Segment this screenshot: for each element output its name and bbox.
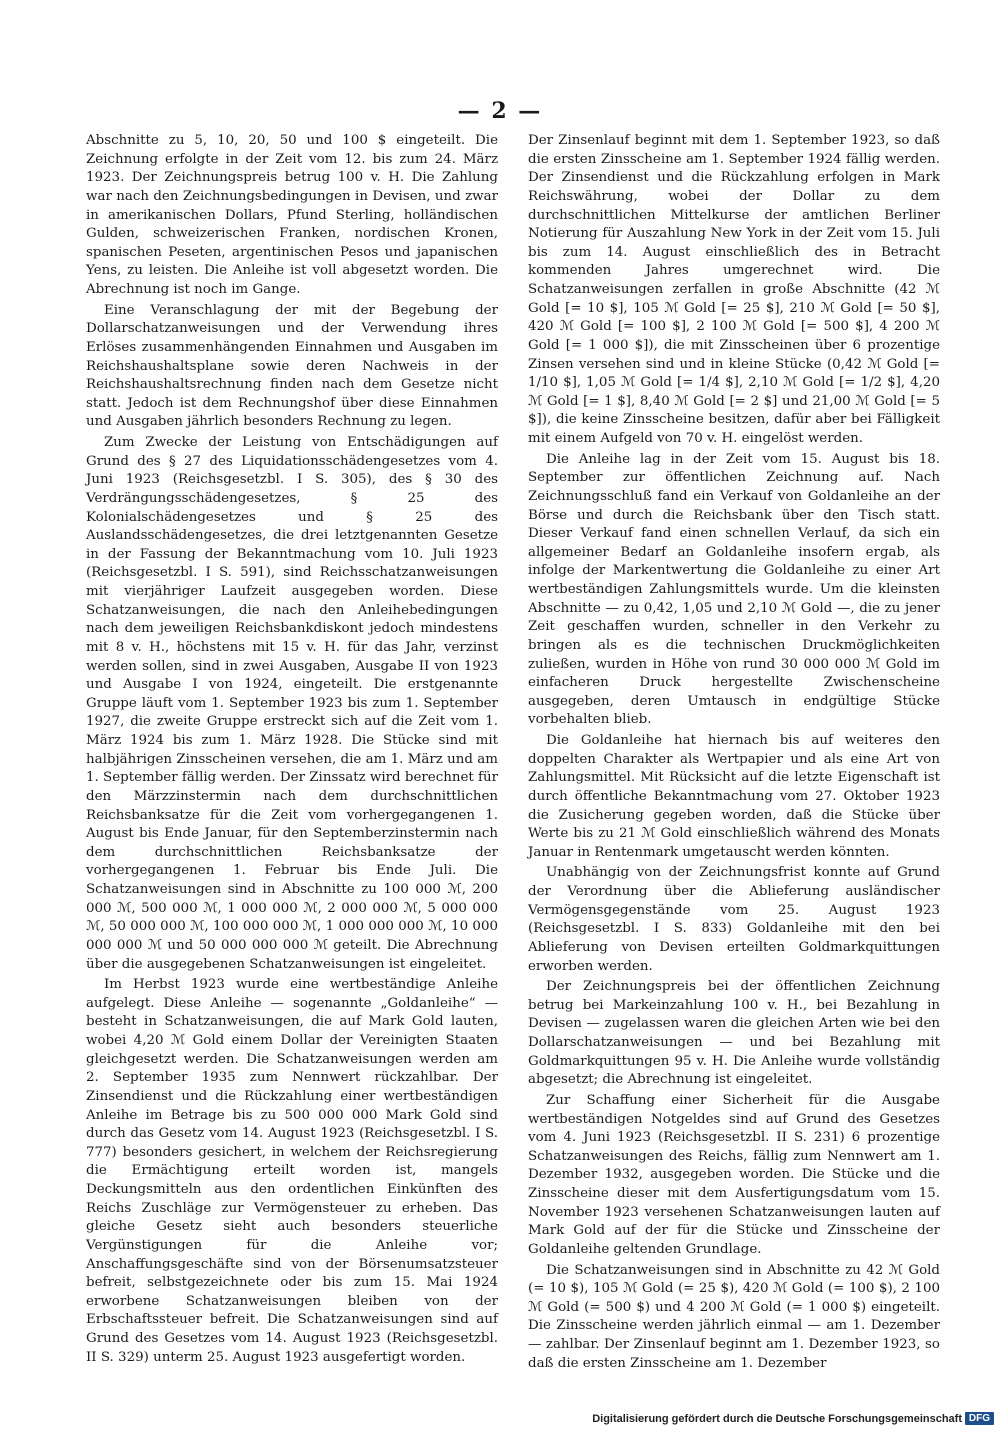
paragraph: Der Zinsenlauf beginnt mit dem 1. September 1923, so daß die ersten Zinsscheine am 1. September 1924 fällig werden. Der Zinsendienst und die Rückzahlung erfolgen in Mark Reichswährung, wobei der Dollar zu dem durchschnittlichen Mittelkurse der amtlichen Berliner Notierung für Auszahlung New York in der Zeit vom 15. Juli bis zum 14. August einschließlich des in Betracht kommenden Jahres umgerechnet wird. Die Schatzanweisungen zerfallen in große Abschnitte (42 ℳ Gold [= 10 $], 105 ℳ Gold [= 25 $], 210 ℳ Gold [= 50 $], 420 ℳ Gold [= 100 $], 2 100 ℳ Gold [= 500 $], 4 200 ℳ Gold [= 1 000 $]), die mit Zinsscheinen über 6 prozentige Zinsen versehen sind und in kleine Stücke (0,42 ℳ Gold [= 1/10 $], 1,05 ℳ Gold [= 1/4 $], 2,10 ℳ Gold [= 1/2 $], 4,20 ℳ Gold [= 1 $], 8,40 ℳ Gold [= 2 $] und 21,00 ℳ Gold [= 5 $]), die keine Zinsscheine besitzen, dafür aber bei Fälligkeit mit einem Aufgeld von 70 v. H. eingelöst werden. [528, 133, 940, 446]
paragraph: Unabhängig von der Zeichnungsfrist konnte auf Grund der Verordnung über die Ablieferung ausländischer Vermögensgegenstände vom 25. August 1923 (Reichsgesetzbl. I S. 833) Goldanleihe mit den bei Ablieferung von Devisen erteilten Goldmarkquittungen erworben werden. [528, 865, 940, 974]
paragraph: Die Goldanleihe hat hiernach bis auf weiteres den doppelten Charakter als Wertpapier und als eine Art von Zahlungsmittel. Mit Rücksicht auf die letzte Eigenschaft ist durch öffentliche Bekanntmachung vom 27. Oktober 1923 die Zusicherung gegeben worden, daß die Stücke über Werte bis zu 21 ℳ Gold einschließlich während des Monats Januar in Rentenmark umgetauscht werden könnten. [528, 733, 940, 860]
footer [0, 1410, 1000, 1434]
paragraph: Abschnitte zu 5, 10, 20, 50 und 100 $ eingeteilt. Die Zeichnung erfolgte in der Zeit vom 12. bis zum 24. März 1923. Der Zeichnungspreis betrug 100 v. H. Die Zahlung war nach den Zeichnungsbedingungen in Devisen, und zwar in amerikanischen Dollars, Pfund Sterling, holländischen Gulden, schweizerischen Franken, nordischen Kronen, spanischen Peseten, argentinischen Pesos und japanischen Yens, zu leisten. Die Anleihe ist voll abgesetzt worden. Die Abrechnung ist noch im Gange. [86, 133, 498, 297]
paragraph: Die Anleihe lag in der Zeit vom 15. August bis 18. September zur öffentlichen Zeichnung auf. Nach Zeichnungsschluß fand ein Verkauf von Goldanleihe an der Börse und durch die Reichsbank über den Tisch statt. Dieser Verkauf fand einen schnellen Verlauf, da sich ein allgemeiner Bedarf an Goldanleihe insofern ergab, als infolge der Markentwertung die Goldanleihe zu einer Art wertbeständigen Zahlungsmittels wurde. Um die kleinsten Abschnitte — zu 0,42, 1,05 und 2,10 ℳ Gold —, die zu jener Zeit geschaffen wurden, schneller in den Verkehr zu bringen als es die technischen Druckmöglichkeiten zuließen, wurden in Höhe von rund 30 000 000 ℳ Gold im einfacheren Druck hergestellte Zwischenscheine ausgegeben, deren Umtausch in endgültige Stücke vorbehalten blieb. [528, 451, 940, 728]
paragraph: Zur Schaffung einer Sicherheit für die Ausgabe wertbeständigen Notgeldes sind auf Grund des Gesetzes vom 4. Juni 1923 (Reichsgesetzbl. II S. 231) 6 prozentige Schatzanweisungen des Reichs, fällig zum Nennwert am 1. Dezember 1932, ausgegeben worden. Die Stücke und die Zinsscheine dieser mit dem Ausfertigungsdatum vom 15. November 1923 versehenen Schatzanweisungen lauten auf Mark Gold auf der für die Stücke und Zinsscheine der Goldanleihe geltenden Grundlage. [528, 1092, 940, 1257]
dfg-logo-icon: DFG [965, 1412, 994, 1425]
paragraph: Zum Zwecke der Leistung von Entschädigungen auf Grund des § 27 des Liquidationsschädengesetzes vom 4. Juni 1923 (Reichsgesetzbl. I S. 305), des § 30 des Verdrängungsschädengesetzes, § 25 des Kolonialschädengesetzes und § 25 des Auslandsschädengesetzes, die drei letztgenannten Gesetze in der Fassung der Bekanntmachung vom 10. Juli 1923 (Reichsgesetzbl. I S. 591), sind Reichsschatzanweisungen mit vierjähriger Laufzeit ausgegeben worden. Diese Schatzanweisungen, die nach den Anleihebedingungen nach dem jeweiligen Reichsbankdiskont jedoch mindestens mit 8 v. H., höchstens mit 15 v. H. für das Jahr, verzinst werden sollen, sind in zwei Ausgaben, Ausgabe II von 1923 und Ausgabe I von 1924, eingeteilt. Die erstgenannte Gruppe läuft vom 1. September 1923 bis zum 1. September 1927, die zweite Gruppe erstreckt sich auf die Zeit vom 1. März 1924 bis zum 1. März 1928. Die Stücke sind mit halbjährigen Zinsscheinen versehen, die am 1. März und am 1. September fällig werden. Der Zinssatz wird berechnet für den Märzzinstermin nach dem durchschnittlichen Reichsbanksatze für die Zeit vom vorhergegangenen 1. August bis Ende Januar, für den Septemberzinstermin nach dem durchschnittlichen Reichsbanksatze der vorhergegangenen 1. Februar bis Ende Juli. Die Schatzanweisungen sind in Abschnitte zu 100 000 ℳ, 200 000 ℳ, 500 000 ℳ, 1 000 000 ℳ, 2 000 000 ℳ, 5 000 000 ℳ, 50 000 000 ℳ, 100 000 000 ℳ, 1 000 000 000 ℳ, 10 000 000 000 ℳ und 50 000 000 000 ℳ geteilt. Die Abrechnung über die ausgegebenen Schatzanweisungen ist eingeleitet. [86, 435, 498, 972]
paragraph: Die Schatzanweisungen sind in Abschnitte zu 42 ℳ Gold (= 10 $), 105 ℳ Gold (= 25 $), 420 ℳ Gold (= 100 $), 2 100 ℳ Gold (= 500 $) und 4 200 ℳ Gold (= 1 000 $) eingeteilt. Die Zinsscheine werden jährlich einmal — am 1. Dezember — zahlbar. Der Zinsenlauf beginnt am 1. Dezember 1923, so daß die ersten Zinsscheine am 1. Dezember [528, 1262, 940, 1371]
paragraph: Eine Veranschlagung der mit der Begebung der Dollarschatzanweisungen und der Verwendung ihres Erlöses zusammenhängenden Einnahmen und Ausgaben im Reichshaushaltsplane sowie deren Nachweis in der Reichshaushaltsrechnung finden nach dem Gesetze nicht statt. Jedoch ist dem Rechnungshof über diese Einnahmen und Ausgaben jährlich besonders Rechnung zu legen. [86, 302, 498, 430]
right-column [528, 132, 940, 1373]
page-number: — 2 — [457, 98, 543, 124]
paragraph: Der Zeichnungspreis bei der öffentlichen Zeichnung betrug bei Markeinzahlung 100 v. H., bei Bezahlung in Devisen — zugelassen waren die gleichen Arten wie bei den Dollarschatzanweisungen — und bei Bezahlung mit Goldmarkquittungen 95 v. H. Die Anleihe wurde vollständig abgesetzt; die Abrechnung ist eingeleitet. [528, 979, 940, 1088]
paragraph: Im Herbst 1923 wurde eine wertbeständige Anleihe aufgelegt. Diese Anleihe — sogenannte „Goldanleihe“ — besteht in Schatzanweisungen, die auf Mark Gold lauten, wobei 4,20 ℳ Gold einem Dollar der Vereinigten Staaten gleichgesetzt werden. Die Schatzanweisungen werden am 2. September 1935 zum Nennwert rückzahlbar. Der Zinsendienst und die Rückzahlung einer wertbeständigen Anleihe im Betrage bis zu 500 000 000 Mark Gold sind durch das Gesetz vom 14. August 1923 (Reichsgesetzbl. I S. 777) besonders gesichert, in welchem der Reichsregierung die Ermächtigung erteilt worden ist, mangels Deckungsmitteln aus den ordentlichen Einkünften des Reichs Zuschläge zur Vermögensteuer zu erheben. Das gleiche Gesetz sieht auch besonders steuerliche Vergünstigungen für die Anleihe vor; Anschaffungsgeschäfte sind von der Börsenumsatzsteuer befreit, selbstgezeichnete oder bis zum 15. Mai 1924 erworbene Schatzanweisungen bleiben von der Erbschaftssteuer befreit. Die Schatzanweisungen sind auf Grund des Gesetzes vom 14. August 1923 (Reichsgesetzbl. II S. 329) unterm 25. August 1923 ausgefertigt worden. [86, 977, 498, 1365]
left-column [86, 132, 498, 1367]
footer-credit: Digitalisierung gefördert durch die Deutsche Forschungsgemeinschaft [592, 1413, 962, 1425]
